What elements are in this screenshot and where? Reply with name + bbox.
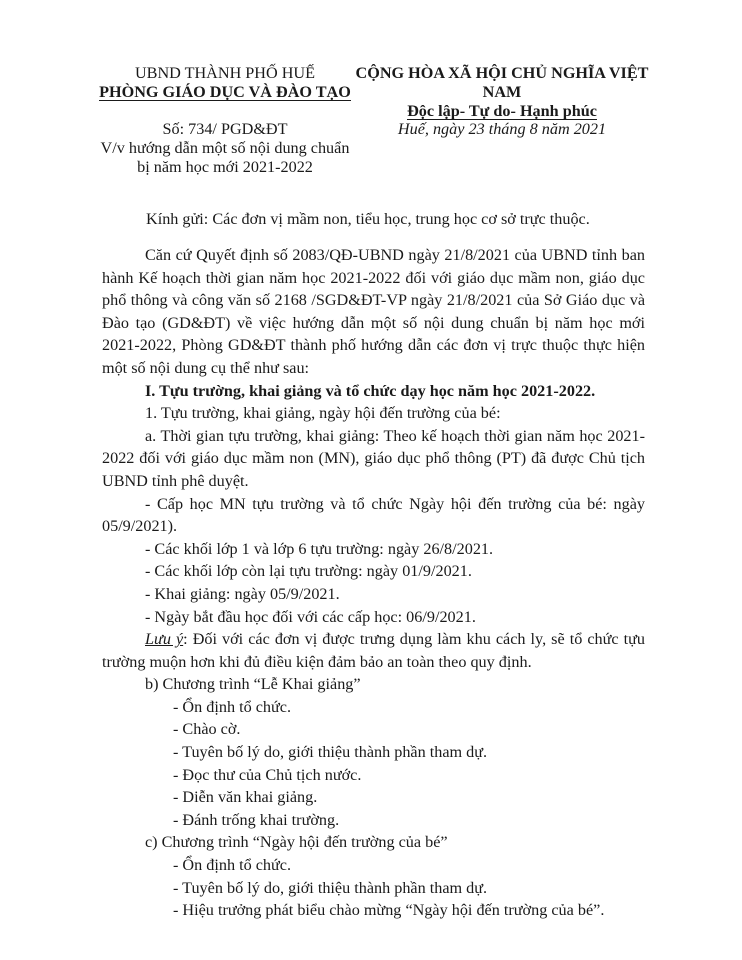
note-line: trường muộn hơn khi đủ điều kiện đảm bảo an toàn theo quy định. (102, 652, 532, 671)
date-item: - Các khối lớp 1 và lớp 6 tựu trường: ngày 26/8/2021. (145, 539, 494, 558)
date-item: - Các khối lớp còn lại tựu trường: ngày 01/9/2021. (145, 562, 472, 581)
item-a-line: UBND tỉnh phê duyệt. (102, 471, 249, 490)
document-date: Huế, ngày 23 tháng 8 năm 2021 (397, 120, 607, 138)
section-title: I. Tựu trường, khai giảng và tổ chức dạy học năm học 2021-2022. (145, 381, 596, 400)
date-item: - Ngày bắt đầu học đối với các cấp học: 06/9/2021. (145, 607, 476, 626)
item-1: 1. Tựu trường, khai giảng, ngày hội đến trường của bé: (145, 404, 501, 423)
intro-line: Đào tạo (GD&ĐT) về việc hướng dẫn một số nội dung chuẩn bị năm học mới (102, 313, 645, 332)
program-b-item: - Ổn định tổ chức. (173, 697, 292, 716)
recipient-line: Kính gửi: Các đơn vị mầm non, tiểu học, trung học cơ sở trực thuộc. (146, 210, 590, 228)
program-c-item: - Tuyên bố lý do, giới thiệu thành phần tham dự. (173, 878, 488, 897)
date-item: - Khai giảng: ngày 05/9/2021. (145, 584, 340, 603)
org-parent: UBND THÀNH PHỐ HUẾ (134, 64, 315, 82)
intro-line: một số nội dung cụ thể như sau: (102, 358, 310, 377)
national-title (352, 64, 652, 121)
note-text: : Đối với các đơn vị được trưng dụng làm khu cách ly, sẽ tổ chức tựu (183, 630, 645, 649)
program-b-item: - Đọc thư của Chủ tịch nước. (173, 765, 362, 784)
nation-name: CỘNG HÒA XÃ HỘI CHỦ NGHĨA VIỆT NAM (355, 64, 649, 101)
program-b-item: - Diễn văn khai giảng. (173, 788, 318, 807)
item-a-line: a. Thời gian tựu trường, khai giảng: Theo kế hoạch thời gian năm học 2021- (145, 426, 645, 445)
document-body (102, 244, 645, 922)
program-c-title: c) Chương trình “Ngày hội đến trường của bé” (145, 833, 448, 852)
note-line (102, 628, 645, 651)
program-c-item: - Ổn định tổ chức. (173, 856, 292, 875)
intro-line: hành Kế hoạch thời gian năm học 2021-2022 đối với giáo dục mầm non, giáo dục (102, 268, 645, 287)
intro-line: 2021-2022, Phòng GD&ĐT thành phố hướng dẫn các đơn vị trực thuộc thực hiện (102, 336, 645, 355)
program-b-item: - Tuyên bố lý do, giới thiệu thành phần tham dự. (173, 743, 488, 762)
intro-line: Căn cứ Quyết định số 2083/QĐ-UBND ngày 21/8/2021 của UBND tỉnh ban (145, 246, 645, 264)
subject-line-2: bị năm học mới 2021-2022 (137, 158, 313, 176)
item-a-line: 2022 đối với giáo dục mầm non (MN), giáo dục phổ thông (PT) đã được Chủ tịch (102, 449, 645, 468)
national-motto: Độc lập- Tự do- Hạnh phúc (407, 102, 597, 120)
program-c-item: - Hiệu trưởng phát biểu chào mừng “Ngày hội đến trường của bé”. (173, 901, 605, 920)
program-b-item: - Chào cờ. (173, 720, 241, 739)
mn-schedule-line: 05/9/2021). (102, 517, 178, 536)
document-number: Số: 734/ PGD&ĐT (162, 120, 288, 138)
subject-line-1: V/v hướng dẫn một số nội dung chuẩn (100, 139, 350, 157)
program-b-title: b) Chương trình “Lễ Khai giảng” (145, 675, 361, 694)
document-subject (94, 139, 356, 177)
program-b-item: - Đánh trống khai trường. (173, 810, 340, 829)
mn-schedule-line: - Cấp học MN tựu trường và tổ chức Ngày hội đến trường của bé: ngày (145, 494, 645, 513)
org-name: PHÒNG GIÁO DỤC VÀ ĐÀO TẠO (99, 83, 351, 101)
note-label: Lưu ý (145, 630, 184, 649)
intro-line: phổ thông và công văn số 2168 /SGD&ĐT-VP ngày 21/8/2021 của Sở Giáo dục và (102, 291, 645, 310)
issuing-authority (94, 64, 356, 102)
